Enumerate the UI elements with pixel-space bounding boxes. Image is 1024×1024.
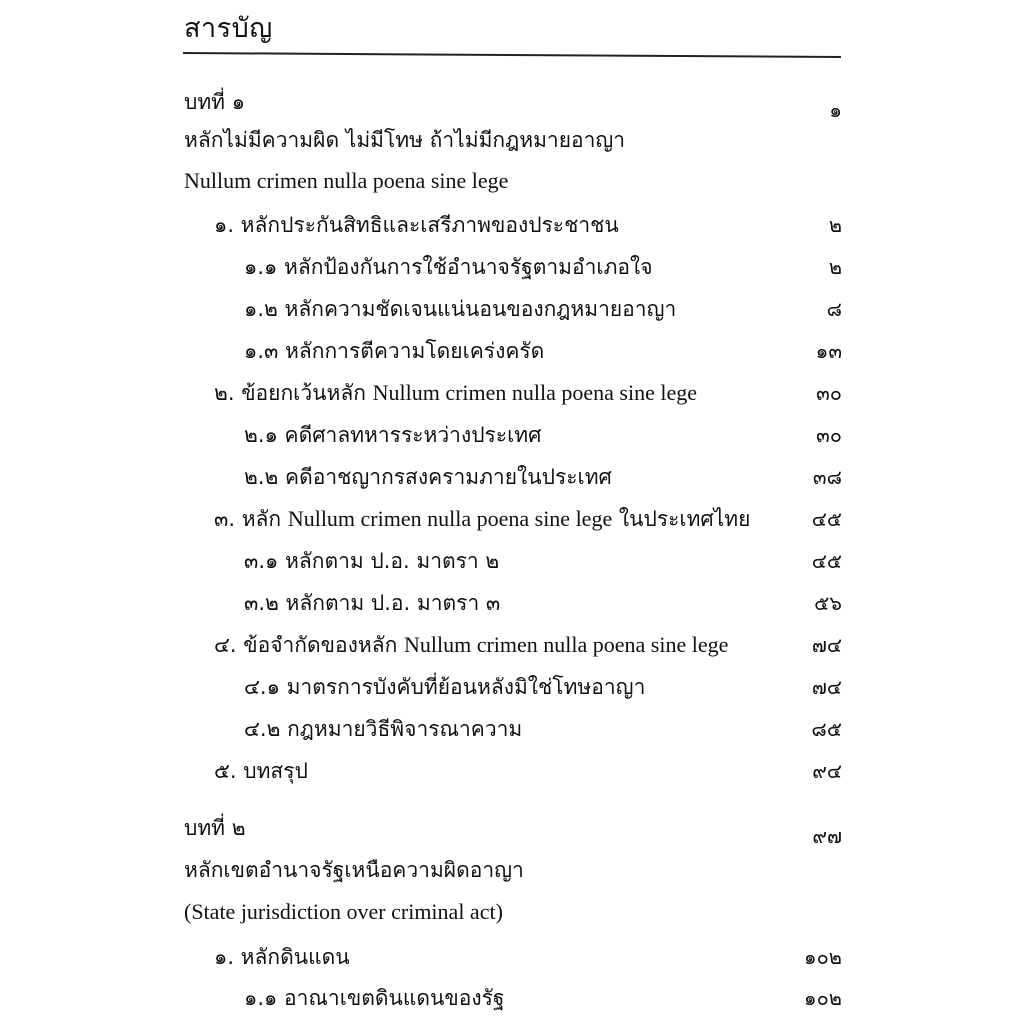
toc-page-number: ๕๖: [814, 591, 842, 615]
toc-entry-text: ๓.๑ หลักตาม ป.อ. มาตรา ๒: [244, 549, 500, 573]
toc-entry-subsection: [0, 457, 1024, 497]
toc-entry-subsection: [0, 583, 1024, 623]
toc-entry-text-thai: ๔. ข้อจำกัดของหลัก: [214, 633, 404, 657]
toc-entry-text: หลักเขตอำนาจรัฐเหนือความผิดอาญา: [184, 858, 524, 882]
toc-entry-subsection: [0, 978, 1024, 1018]
toc-entry-text: [214, 499, 750, 539]
toc-entry-section: [0, 751, 1024, 791]
toc-page-number: ๒: [828, 255, 842, 279]
toc-entry-text-latin: Nullum crimen nulla poena sine lege: [403, 632, 729, 657]
toc-entry-text: ๕. บทสรุป: [214, 759, 308, 783]
page-title: สารบัญ: [184, 13, 273, 44]
toc-entry-section: [0, 205, 1024, 245]
toc-entry-subsection: [0, 709, 1024, 749]
toc-entry-subsection: [0, 541, 1024, 581]
toc-page-number: ๑๐๒: [803, 986, 842, 1010]
toc-entry-text: บทที่ ๑: [184, 90, 246, 114]
toc-page-number: ๑๓: [815, 339, 842, 363]
toc-entry-chapter-subtitle-latin: [0, 161, 1024, 201]
toc-entry-text: ๑.๑ หลักป้องกันการใช้อำนาจรัฐตามอำเภอใจ: [244, 255, 653, 279]
toc-entry-text: [214, 373, 697, 413]
toc-page-number: ๙๗: [812, 824, 842, 848]
toc-page-number: ๘๕: [811, 717, 842, 741]
toc-page-number: ๓๐: [816, 423, 842, 447]
toc-entry-chapter-subtitle-latin: [0, 892, 1024, 932]
toc-page-number: ๙๔: [812, 759, 842, 783]
toc-page-number: ๗๔: [811, 633, 842, 657]
toc-page-number: ๓๘: [812, 465, 842, 489]
toc-entry-subsection: [0, 289, 1024, 329]
toc-entry-subsection: [0, 415, 1024, 455]
toc-entry-text: ๒.๑ คดีศาลทหารระหว่างประเทศ: [244, 423, 542, 447]
toc-entry-text: ๑. หลักประกันสิทธิและเสรีภาพของประชาชน: [214, 213, 619, 237]
toc-entry-text-latin: Nullum crimen nulla poena sine lege: [287, 506, 613, 531]
toc-entry-text: ๑.๑ อาณาเขตดินแดนของรัฐ: [244, 986, 505, 1010]
toc-entry-text: ๒.๒ คดีอาชญากรสงครามภายในประเทศ: [244, 465, 612, 489]
toc-page-number: ๔๕: [811, 549, 842, 573]
toc-entry-chapter: [0, 82, 1024, 122]
toc-entry-text: [214, 625, 728, 665]
toc-entry-text-thai: ๒. ข้อยกเว้นหลัก: [214, 381, 373, 405]
toc-page-number: ๑๐๒: [803, 945, 842, 969]
toc-entry-subsection: [0, 331, 1024, 371]
toc-page-number: ๑: [829, 98, 842, 122]
toc-entry-text: ๑.๓ หลักการตีความโดยเคร่งครัด: [244, 339, 545, 363]
toc-entry-text: ๑. หลักดินแดน: [214, 945, 350, 969]
toc-page-number: ๘: [826, 297, 842, 321]
toc-entry-subsection: [0, 667, 1024, 707]
toc-entry-section-mixed: [0, 625, 1024, 665]
toc-entry-text: ๔.๑ มาตรการบังคับที่ย้อนหลังมิใช่โทษอาญา: [244, 675, 646, 699]
toc-entry-text: Nullum crimen nulla poena sine lege: [184, 168, 509, 193]
toc-page-number: ๗๔: [811, 675, 842, 699]
toc-entry-text: ๓.๒ หลักตาม ป.อ. มาตรา ๓: [244, 591, 501, 615]
toc-page-number: ๓๐: [816, 381, 842, 405]
toc-entry-chapter: [0, 808, 1024, 848]
toc-entry-section-mixed: [0, 373, 1024, 413]
toc-entry-chapter-title: [0, 120, 1024, 160]
toc-entry-text: (State jurisdiction over criminal act): [184, 899, 503, 924]
toc-entry-subsection: [0, 247, 1024, 287]
toc-entry-text: ๔.๒ กฎหมายวิธีพิจารณาความ: [244, 717, 523, 741]
toc-entry-text-thai: ๓. หลัก: [214, 507, 288, 531]
title-divider: [183, 52, 841, 58]
toc-entry-text: หลักไม่มีความผิด ไม่มีโทษ ถ้าไม่มีกฎหมายอาญา: [184, 128, 626, 152]
toc-entry-chapter-title: [0, 850, 1024, 890]
toc-page-number: ๒: [828, 213, 842, 237]
toc-page-number: ๔๕: [811, 507, 842, 531]
toc-entry-text-latin: Nullum crimen nulla poena sine lege: [372, 380, 698, 405]
toc-entry-text-thai-suffix: ในประเทศไทย: [612, 507, 751, 531]
toc-entry-text: ๑.๒ หลักความชัดเจนแน่นอนของกฎหมายอาญา: [244, 297, 677, 321]
toc-entry-text: บทที่ ๒: [184, 816, 246, 840]
toc-entry-section-mixed: [0, 499, 1024, 539]
toc-entry-section: [0, 937, 1024, 977]
